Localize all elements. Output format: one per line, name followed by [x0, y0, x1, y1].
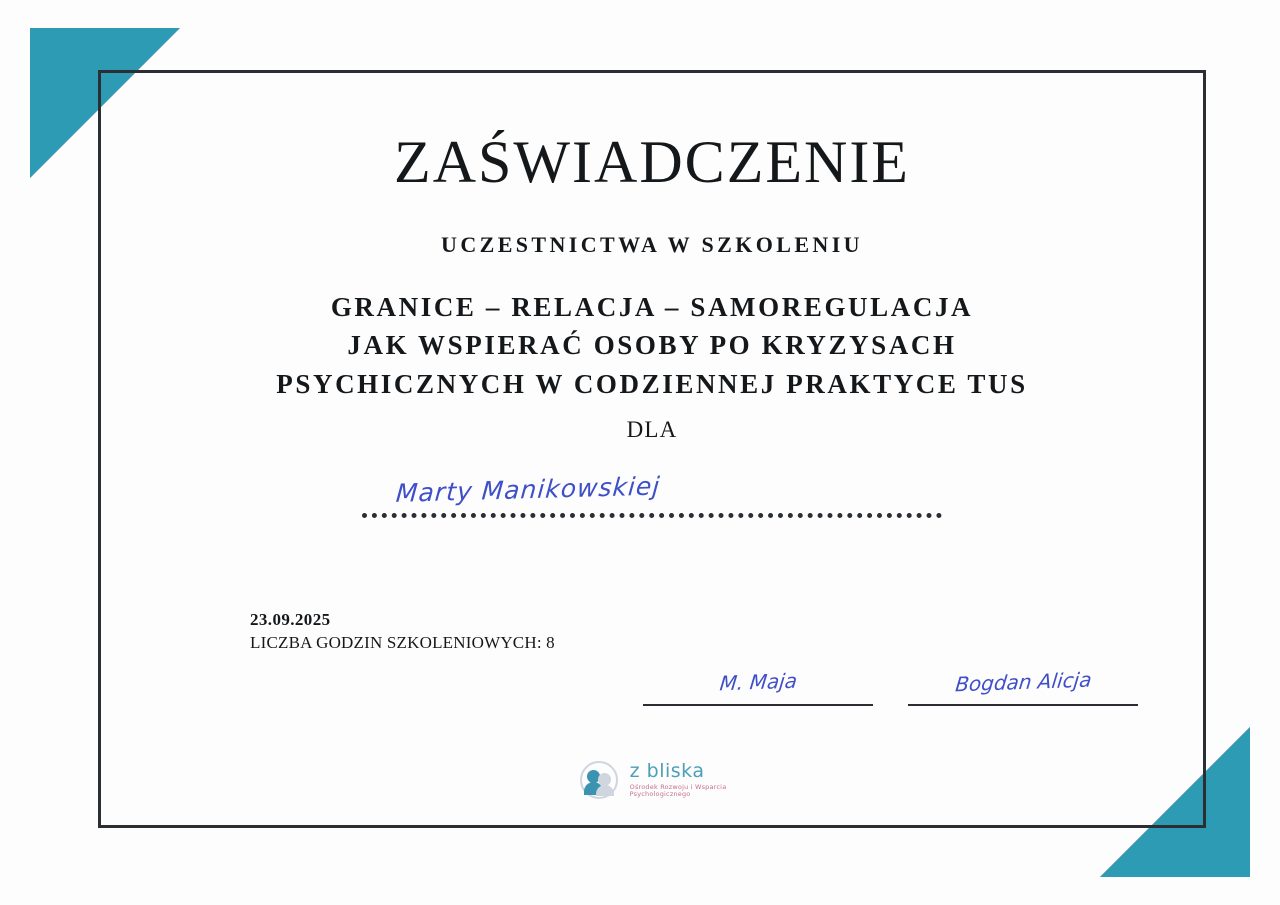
logo-tagline-line-2: Psychologicznego: [629, 789, 691, 798]
certificate-content: [98, 70, 1206, 828]
certificate-title: ZAŚWIADCZENIE: [394, 129, 910, 195]
organization-logo: [98, 760, 1206, 800]
course-title-line-2: JAK WSPIERAĆ OSOBY PO KRYZYSACH: [347, 330, 957, 361]
course-title-line-1: GRANICE – RELACJA – SAMOREGULACJA: [330, 292, 974, 322]
recipient-dotted-line: [362, 513, 942, 518]
logo-tagline-line-1: Ośrodek Rozwoju i Wsparcia: [629, 783, 727, 792]
logo-text: [630, 762, 727, 798]
signature-left-handwritten: M. Maja: [718, 668, 799, 696]
certificate-subtitle: UCZESTNICTWA W SZKOLENIU: [441, 232, 863, 257]
signature-area: [98, 667, 1206, 730]
logo-tagline: [630, 784, 727, 798]
signature-left: [638, 670, 878, 706]
training-hours-label: LICZBA GODZIN SZKOLENIOWYCH: 8: [250, 633, 555, 652]
for-label: DLA: [626, 416, 678, 442]
certificate-meta: [250, 610, 555, 653]
course-title-block: [98, 258, 1206, 403]
logo-name: z bliska: [629, 760, 705, 783]
recipient-field: [362, 473, 942, 543]
course-title-line-3: PSYCHICZNYCH W CODZIENNEJ PRAKTYCE TUS: [276, 368, 1028, 399]
issue-date: 23.09.2025: [250, 610, 331, 629]
signature-right: [903, 667, 1143, 706]
two-heads-icon: [578, 760, 622, 800]
signature-right-handwritten: Bogdan Alicja: [954, 667, 1093, 697]
recipient-name-handwritten: Marty Manikowskiej: [394, 471, 662, 508]
